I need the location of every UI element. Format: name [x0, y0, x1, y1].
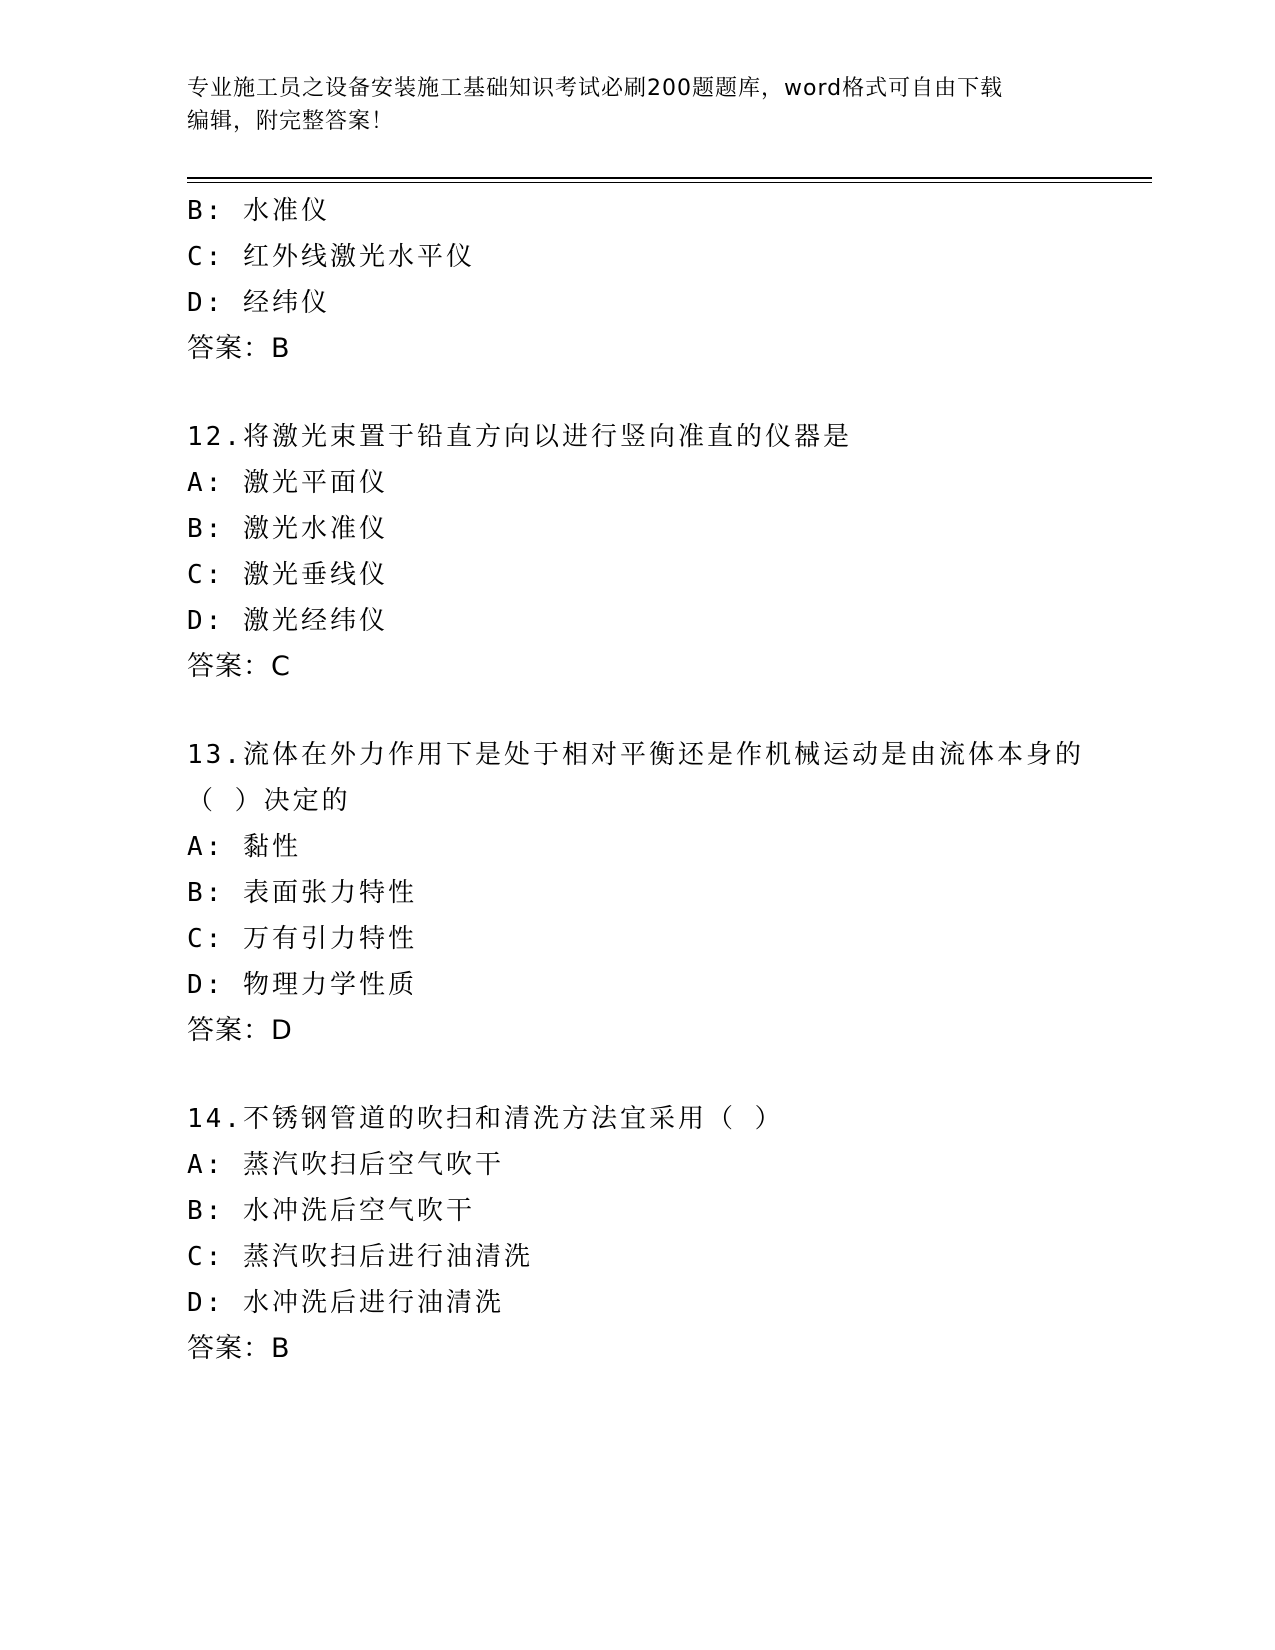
question-11 — [187, 188, 1152, 372]
spacer — [187, 690, 1152, 732]
option-d: D: 激光经纬仪 — [187, 606, 388, 636]
option-d: D: 水冲洗后进行油清洗 — [187, 1288, 504, 1318]
option-a: A: 黏性 — [187, 832, 301, 862]
question-list — [187, 188, 1152, 1372]
header-title-line-2: 编辑，附完整答案！ — [187, 109, 395, 134]
question-text: 12.将激光束置于铅直方向以进行竖向准直的仪器是 — [187, 422, 852, 452]
header-divider-thin — [187, 182, 1152, 183]
option-b: B: 水冲洗后空气吹干 — [187, 1196, 475, 1226]
option-c: C: 万有引力特性 — [187, 924, 417, 954]
option-a: A: 蒸汽吹扫后空气吹干 — [187, 1150, 504, 1180]
answer: 答案：C — [187, 651, 291, 682]
question-text-continued: （ ）决定的 — [187, 786, 351, 816]
answer: 答案：B — [187, 1333, 291, 1364]
answer: 答案：B — [187, 333, 291, 364]
option-b: B: 表面张力特性 — [187, 878, 417, 908]
option-b: B: 水准仪 — [187, 196, 330, 226]
question-13 — [187, 732, 1152, 1054]
option-c: C: 蒸汽吹扫后进行油清洗 — [187, 1242, 533, 1272]
answer: 答案：D — [187, 1015, 293, 1046]
question-text: 13.流体在外力作用下是处于相对平衡还是作机械运动是由流体本身的 — [187, 740, 1084, 770]
header-title-line-1: 专业施工员之设备安装施工基础知识考试必刷200题题库，word格式可自由下载 — [187, 76, 1004, 101]
document-header — [187, 72, 1067, 138]
option-d: D: 经纬仪 — [187, 288, 330, 318]
header-divider-thick — [187, 177, 1152, 179]
spacer — [187, 372, 1152, 414]
option-c: C: 激光垂线仪 — [187, 560, 388, 590]
question-12 — [187, 414, 1152, 690]
option-b: B: 激光水准仪 — [187, 514, 388, 544]
option-a: A: 激光平面仪 — [187, 468, 388, 498]
option-c: C: 红外线激光水平仪 — [187, 242, 475, 272]
question-14 — [187, 1096, 1152, 1372]
option-d: D: 物理力学性质 — [187, 970, 417, 1000]
question-text: 14.不锈钢管道的吹扫和清洗方法宜采用（ ） — [187, 1104, 784, 1134]
spacer — [187, 1054, 1152, 1096]
